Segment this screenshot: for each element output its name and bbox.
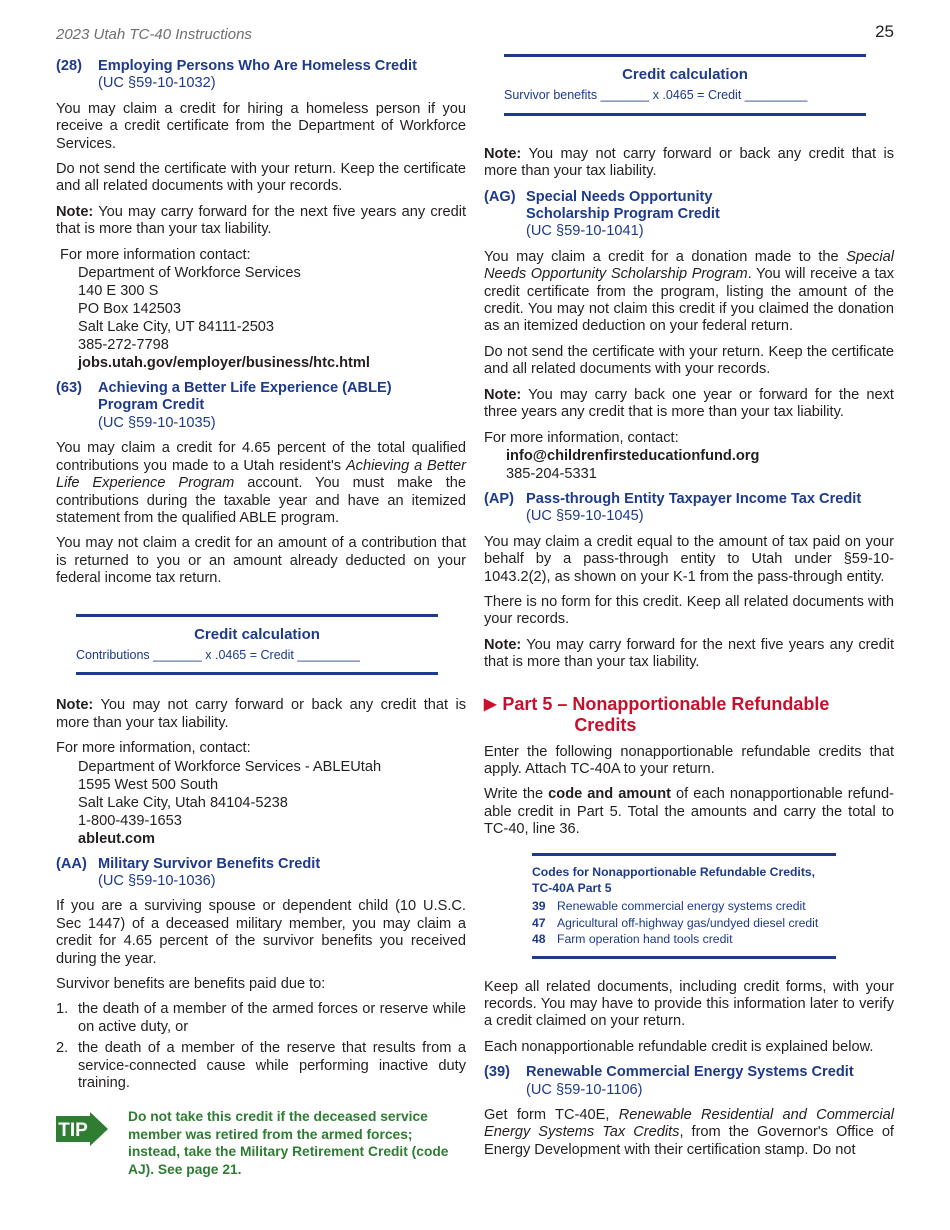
running-header: 2023 Utah TC-40 Instructions — [56, 26, 252, 43]
website-link[interactable]: ableut.com — [78, 830, 156, 847]
section-title: Employing Persons Who Are Homeless Credit — [98, 58, 417, 74]
list-number: 1. — [56, 1001, 69, 1018]
credit-calculation-box — [504, 54, 866, 116]
text: Get form TC-40E, — [484, 1107, 619, 1124]
paragraph — [484, 249, 894, 336]
text: of each nonapportionable refund-able credit in Part 5. Total the amounts and carry the total to TC-40, line 36. — [484, 786, 894, 838]
statute-ref: (UC §59-10-1035) — [98, 414, 216, 431]
paragraph: You may claim a credit equal to the amount of tax paid on your behalf by a pass-through entity to Utah under §59-10-1043.2(2), as shown on your K-1 from the pass-through entity. — [484, 533, 894, 585]
section-code: (AA) — [56, 855, 87, 872]
section-AG-heading — [484, 189, 894, 241]
program-name: Achieving a Better Life Experience Program — [56, 457, 466, 492]
section-AA-heading — [56, 856, 466, 891]
tip-arrow-icon — [56, 1112, 108, 1146]
contact-line: 140 E 300 S — [78, 283, 159, 300]
text: , from the Governor's Office of Energy Development with their certification stamp. Do not — [484, 1124, 894, 1158]
left-column — [56, 52, 466, 1178]
website-link[interactable]: jobs.utah.gov/employer/business/htc.html — [78, 355, 370, 372]
codes-title: Codes for Nonapportionable Refundable Credits, — [532, 864, 816, 879]
numbered-list — [56, 1001, 466, 1092]
contact-line: 1-800-439-1653 — [78, 812, 182, 829]
code-desc: Farm operation hand tools credit — [557, 932, 733, 947]
contact-line: 385-272-7798 — [78, 337, 169, 354]
calc-formula: Contributions _______ x .0465 = Credit _________ — [76, 647, 360, 662]
section-63-heading — [56, 380, 466, 432]
note — [484, 146, 894, 181]
contact-line: 385-204-5331 — [506, 465, 597, 482]
contact-line: Department of Workforce Services — [78, 265, 301, 282]
emphasis: code and amount — [548, 786, 671, 803]
tip-text: Do not take this credit if the deceased service member was retired from the armed forces; instead, take the Military Retirement Credit (code AJ). See page 21. — [128, 1109, 449, 1177]
paragraph: Do not send the certificate with your return. Keep the certificate and all related documents with your records. — [56, 161, 466, 195]
section-code: (AG) — [484, 188, 516, 205]
code-row — [532, 931, 836, 947]
page-number: 25 — [875, 22, 894, 41]
note — [484, 387, 894, 422]
part5-title: Credits — [574, 714, 637, 735]
section-code: (28) — [56, 58, 82, 74]
contact-intro: For more information, contact: — [484, 429, 679, 446]
statute-ref: (UC §59-10-1032) — [98, 75, 216, 92]
section-title: Special Needs Opportunity — [526, 188, 713, 205]
section-title: Program Credit — [98, 397, 205, 414]
paragraph — [484, 786, 894, 838]
section-title: Scholarship Program Credit — [526, 206, 720, 223]
code-desc: Agricultural off-highway gas/undyed diesel credit — [557, 915, 819, 930]
note-label: Note: — [56, 697, 94, 714]
note-text: You may carry back one year or forward for the next three years any credit that is more than your tax liability. — [484, 386, 894, 421]
code-desc: Renewable commercial energy systems credit — [557, 899, 806, 914]
note-text: You may not carry forward or back any credit that is more than your tax liability. — [56, 697, 466, 731]
paragraph: If you are a surviving spouse or dependent child (10 U.S.C. Sec 1447) of a deceased military member, you may claim a credit for 4.65 percent of the survivor benefits you received during the year. — [56, 898, 466, 967]
paragraph — [484, 1107, 894, 1159]
section-code: (63) — [56, 380, 82, 397]
contact-line: Department of Workforce Services - ABLEUtah — [78, 758, 382, 775]
contact-intro: For more information contact: — [60, 246, 251, 263]
text: . You will receive a tax credit certificate from the program, listing the amount of the credit. You may not claim this credit if you claimed the donation as an itemized deduction on your federal return. — [484, 266, 894, 335]
code-number: 39 — [532, 899, 546, 914]
codes-box — [532, 853, 836, 959]
statute-ref: (UC §59-10-1036) — [98, 872, 216, 889]
right-column — [484, 52, 894, 1167]
note-label: Note: — [56, 203, 94, 220]
paragraph: Survivor benefits are benefits paid due to: — [56, 976, 326, 992]
contact-line: Salt Lake City, Utah 84104-5238 — [78, 794, 288, 811]
note — [56, 204, 466, 239]
statute-ref: (UC §59-10-1106) — [526, 1081, 643, 1098]
section-code: (39) — [484, 1064, 510, 1081]
list-text: the death of a member of the armed forces or reserve while on active duty, or — [78, 1001, 466, 1035]
calc-formula: Survivor benefits _______ x .0465 = Credit _________ — [504, 88, 808, 103]
text: account. You must make the contributions during the taxable year and have an itemized statement from the qualified ABLE program. — [56, 475, 466, 526]
calc-title: Credit calculation — [622, 66, 748, 83]
statute-ref: (UC §59-10-1045) — [526, 508, 644, 525]
contact-block — [78, 264, 466, 372]
email-link[interactable]: info@childrenfirsteducationfund.org — [506, 447, 760, 464]
code-row — [532, 915, 836, 931]
section-39-heading — [484, 1064, 894, 1099]
triangle-right-icon: ▶ — [484, 695, 497, 713]
list-number: 2. — [56, 1040, 69, 1057]
section-28-heading — [56, 58, 466, 93]
paragraph: There is no form for this credit. Keep all related documents with your records. — [484, 593, 894, 628]
tip-callout — [56, 1108, 466, 1178]
codes-title: TC-40A Part 5 — [532, 881, 612, 895]
contact-line: Salt Lake City, UT 84111-2503 — [78, 319, 275, 336]
list-text: the death of a member of the reserve that results from a service-connected cause while performing inactive duty training. — [78, 1040, 466, 1092]
credit-calculation-box — [76, 614, 438, 676]
tip-label: TIP — [58, 1120, 88, 1142]
text: You may claim a credit for 4.65 percent of the total qualified contributions you made to a Utah resident's — [56, 440, 466, 474]
paragraph: You may not claim a credit for an amount of a contribution that is returned to you or an amount already deducted on your federal income tax return. — [56, 535, 466, 587]
section-title: Achieving a Better Life Experience (ABLE) — [98, 380, 392, 397]
paragraph: Do not send the certificate with your return. Keep the certificate and all related documents with your records. — [484, 343, 894, 378]
section-title: Renewable Commercial Energy Systems Credit — [526, 1064, 854, 1081]
calc-title: Credit calculation — [194, 625, 320, 643]
paragraph — [56, 440, 466, 527]
paragraph: Each nonapportionable refundable credit is explained below. — [484, 1038, 874, 1055]
note-label: Note: — [484, 386, 522, 403]
note — [484, 637, 894, 672]
part5-heading — [484, 694, 894, 736]
code-row — [532, 898, 836, 914]
text: Write the — [484, 786, 549, 803]
part5-title: Part 5 – Nonapportionable Refundable — [502, 693, 830, 714]
contact-block — [506, 447, 894, 483]
contact-line: 1595 West 500 South — [78, 776, 219, 793]
contact-block — [78, 758, 466, 848]
section-AP-heading — [484, 491, 894, 526]
note-label: Note: — [484, 636, 522, 653]
program-name: Special Needs Opportunity Scholarship Program — [484, 248, 894, 283]
contact-line: PO Box 142503 — [78, 301, 182, 318]
paragraph: Keep all related documents, including credit forms, with your records. You may have to provide this information later to verify a credit claimed on your return. — [484, 978, 894, 1030]
code-number: 47 — [532, 915, 546, 930]
note-text: You may not carry forward or back any credit that is more than your tax liability. — [484, 145, 894, 180]
list-item — [56, 1040, 466, 1092]
note-label: Note: — [484, 145, 522, 162]
statute-ref: (UC §59-10-1041) — [526, 223, 644, 240]
section-title: Military Survivor Benefits Credit — [98, 855, 321, 872]
section-code: (AP) — [484, 490, 514, 507]
list-item — [56, 1001, 466, 1036]
section-title: Pass-through Entity Taxpayer Income Tax Credit — [526, 490, 862, 507]
paragraph: You may claim a credit for hiring a homeless person if you receive a credit certificate from the Department of Workforce Services. — [56, 100, 466, 152]
note-text: You may carry forward for the next five years any credit that is more than your tax liability. — [484, 636, 894, 671]
code-number: 48 — [532, 932, 546, 947]
form-name: Renewable Residential and Commercial Energy Systems Tax Credits — [484, 1107, 894, 1141]
contact-intro: For more information, contact: — [56, 740, 251, 757]
paragraph: Enter the following nonapportionable refundable credits that apply. Attach TC-40A to your return. — [484, 743, 894, 777]
text: You may claim a credit for a donation made to the — [484, 248, 847, 265]
note-text: You may carry forward for the next five years any credit that is more than your tax liability. — [56, 203, 466, 238]
note — [56, 697, 466, 732]
